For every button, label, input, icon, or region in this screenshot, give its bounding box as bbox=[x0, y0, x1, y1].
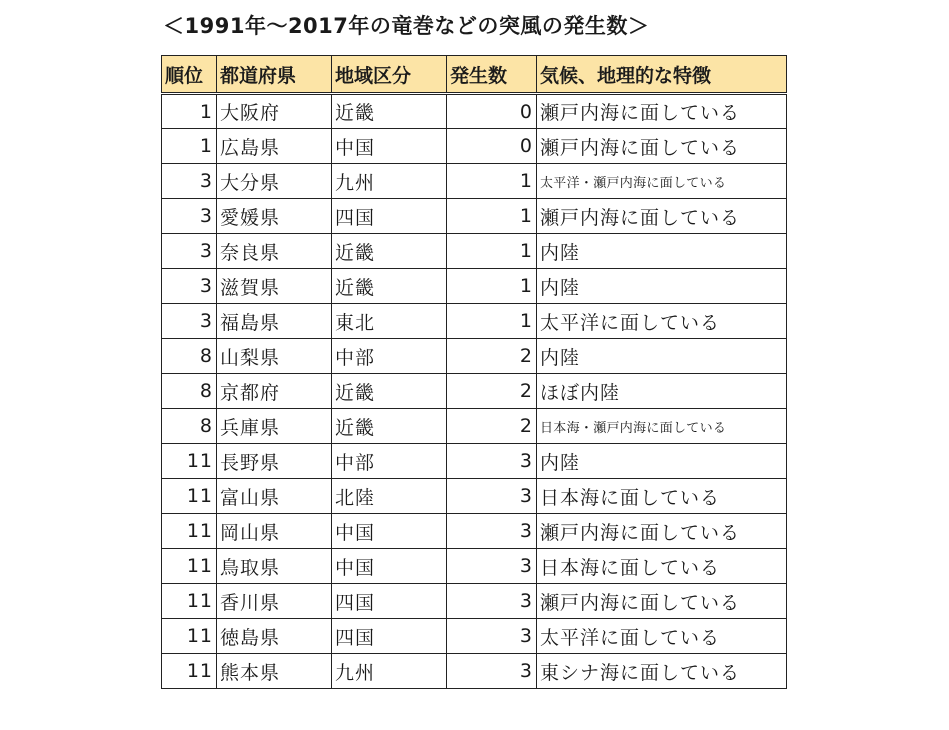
region-cell: 近畿 bbox=[332, 409, 447, 444]
rank-cell: 1 bbox=[162, 129, 217, 164]
rank-cell: 11 bbox=[162, 444, 217, 479]
table-row bbox=[162, 654, 787, 689]
count-cell: 3 bbox=[447, 479, 537, 514]
prefecture-cell: 奈良県 bbox=[217, 234, 332, 269]
count-cell: 2 bbox=[447, 374, 537, 409]
feature-cell: 東シナ海に面している bbox=[537, 654, 787, 689]
region-cell: 近畿 bbox=[332, 374, 447, 409]
table-row bbox=[162, 339, 787, 374]
table-row bbox=[162, 374, 787, 409]
table-row bbox=[162, 479, 787, 514]
table-row bbox=[162, 304, 787, 339]
feature-cell: 日本海・瀬戸内海に面している bbox=[537, 409, 787, 444]
rank-cell: 11 bbox=[162, 479, 217, 514]
tornado-ranking-table bbox=[161, 55, 787, 689]
region-cell: 中国 bbox=[332, 514, 447, 549]
table-row bbox=[162, 514, 787, 549]
region-cell: 中部 bbox=[332, 444, 447, 479]
table-row bbox=[162, 549, 787, 584]
rank-cell: 11 bbox=[162, 584, 217, 619]
table-header-row bbox=[162, 56, 787, 94]
region-cell: 北陸 bbox=[332, 479, 447, 514]
rank-cell: 3 bbox=[162, 164, 217, 199]
rank-cell: 11 bbox=[162, 514, 217, 549]
region-cell: 中国 bbox=[332, 549, 447, 584]
column-header-feature: 気候、地理的な特徴 bbox=[537, 56, 787, 94]
rank-cell: 3 bbox=[162, 304, 217, 339]
feature-cell: 瀬戸内海に面している bbox=[537, 94, 787, 129]
prefecture-cell: 長野県 bbox=[217, 444, 332, 479]
feature-cell: 内陸 bbox=[537, 234, 787, 269]
table-row bbox=[162, 94, 787, 129]
column-header-prefecture: 都道府県 bbox=[217, 56, 332, 94]
count-cell: 3 bbox=[447, 514, 537, 549]
feature-cell: 太平洋に面している bbox=[537, 304, 787, 339]
prefecture-cell: 山梨県 bbox=[217, 339, 332, 374]
feature-cell: 瀬戸内海に面している bbox=[537, 584, 787, 619]
prefecture-cell: 愛媛県 bbox=[217, 199, 332, 234]
table-row bbox=[162, 444, 787, 479]
prefecture-cell: 大阪府 bbox=[217, 94, 332, 129]
count-cell: 3 bbox=[447, 619, 537, 654]
table-row bbox=[162, 409, 787, 444]
region-cell: 九州 bbox=[332, 164, 447, 199]
count-cell: 1 bbox=[447, 234, 537, 269]
count-cell: 2 bbox=[447, 409, 537, 444]
prefecture-cell: 兵庫県 bbox=[217, 409, 332, 444]
rank-cell: 3 bbox=[162, 234, 217, 269]
column-header-count: 発生数 bbox=[447, 56, 537, 94]
prefecture-cell: 福島県 bbox=[217, 304, 332, 339]
prefecture-cell: 京都府 bbox=[217, 374, 332, 409]
count-cell: 1 bbox=[447, 304, 537, 339]
count-cell: 3 bbox=[447, 654, 537, 689]
table-row bbox=[162, 234, 787, 269]
rank-cell: 8 bbox=[162, 409, 217, 444]
feature-cell: ほぼ内陸 bbox=[537, 374, 787, 409]
count-cell: 3 bbox=[447, 549, 537, 584]
count-cell: 0 bbox=[447, 129, 537, 164]
prefecture-cell: 滋賀県 bbox=[217, 269, 332, 304]
count-cell: 3 bbox=[447, 444, 537, 479]
rank-cell: 3 bbox=[162, 199, 217, 234]
feature-cell: 内陸 bbox=[537, 269, 787, 304]
prefecture-cell: 徳島県 bbox=[217, 619, 332, 654]
page-title: ＜1991年～2017年の竜巻などの突風の発生数＞ bbox=[163, 14, 650, 38]
prefecture-cell: 大分県 bbox=[217, 164, 332, 199]
region-cell: 近畿 bbox=[332, 234, 447, 269]
table-row bbox=[162, 584, 787, 619]
rank-cell: 11 bbox=[162, 619, 217, 654]
region-cell: 近畿 bbox=[332, 269, 447, 304]
table-row bbox=[162, 199, 787, 234]
count-cell: 1 bbox=[447, 199, 537, 234]
rank-cell: 8 bbox=[162, 339, 217, 374]
region-cell: 中部 bbox=[332, 339, 447, 374]
count-cell: 1 bbox=[447, 164, 537, 199]
prefecture-cell: 岡山県 bbox=[217, 514, 332, 549]
feature-cell: 内陸 bbox=[537, 339, 787, 374]
feature-cell: 太平洋に面している bbox=[537, 619, 787, 654]
region-cell: 近畿 bbox=[332, 94, 447, 129]
prefecture-cell: 富山県 bbox=[217, 479, 332, 514]
feature-cell: 太平洋・瀬戸内海に面している bbox=[537, 164, 787, 199]
region-cell: 東北 bbox=[332, 304, 447, 339]
prefecture-cell: 香川県 bbox=[217, 584, 332, 619]
feature-cell: 瀬戸内海に面している bbox=[537, 514, 787, 549]
count-cell: 1 bbox=[447, 269, 537, 304]
region-cell: 四国 bbox=[332, 199, 447, 234]
feature-cell: 瀬戸内海に面している bbox=[537, 129, 787, 164]
column-header-rank: 順位 bbox=[162, 56, 217, 94]
region-cell: 九州 bbox=[332, 654, 447, 689]
table-body bbox=[162, 94, 787, 689]
feature-cell: 日本海に面している bbox=[537, 549, 787, 584]
rank-cell: 1 bbox=[162, 94, 217, 129]
feature-cell: 内陸 bbox=[537, 444, 787, 479]
rank-cell: 8 bbox=[162, 374, 217, 409]
table-row bbox=[162, 129, 787, 164]
table-row bbox=[162, 164, 787, 199]
count-cell: 3 bbox=[447, 584, 537, 619]
column-header-region: 地域区分 bbox=[332, 56, 447, 94]
feature-cell: 瀬戸内海に面している bbox=[537, 199, 787, 234]
rank-cell: 3 bbox=[162, 269, 217, 304]
table-row bbox=[162, 269, 787, 304]
rank-cell: 11 bbox=[162, 654, 217, 689]
prefecture-cell: 広島県 bbox=[217, 129, 332, 164]
region-cell: 四国 bbox=[332, 619, 447, 654]
rank-cell: 11 bbox=[162, 549, 217, 584]
count-cell: 2 bbox=[447, 339, 537, 374]
feature-cell: 日本海に面している bbox=[537, 479, 787, 514]
prefecture-cell: 熊本県 bbox=[217, 654, 332, 689]
region-cell: 中国 bbox=[332, 129, 447, 164]
region-cell: 四国 bbox=[332, 584, 447, 619]
table-row bbox=[162, 619, 787, 654]
prefecture-cell: 鳥取県 bbox=[217, 549, 332, 584]
count-cell: 0 bbox=[447, 94, 537, 129]
